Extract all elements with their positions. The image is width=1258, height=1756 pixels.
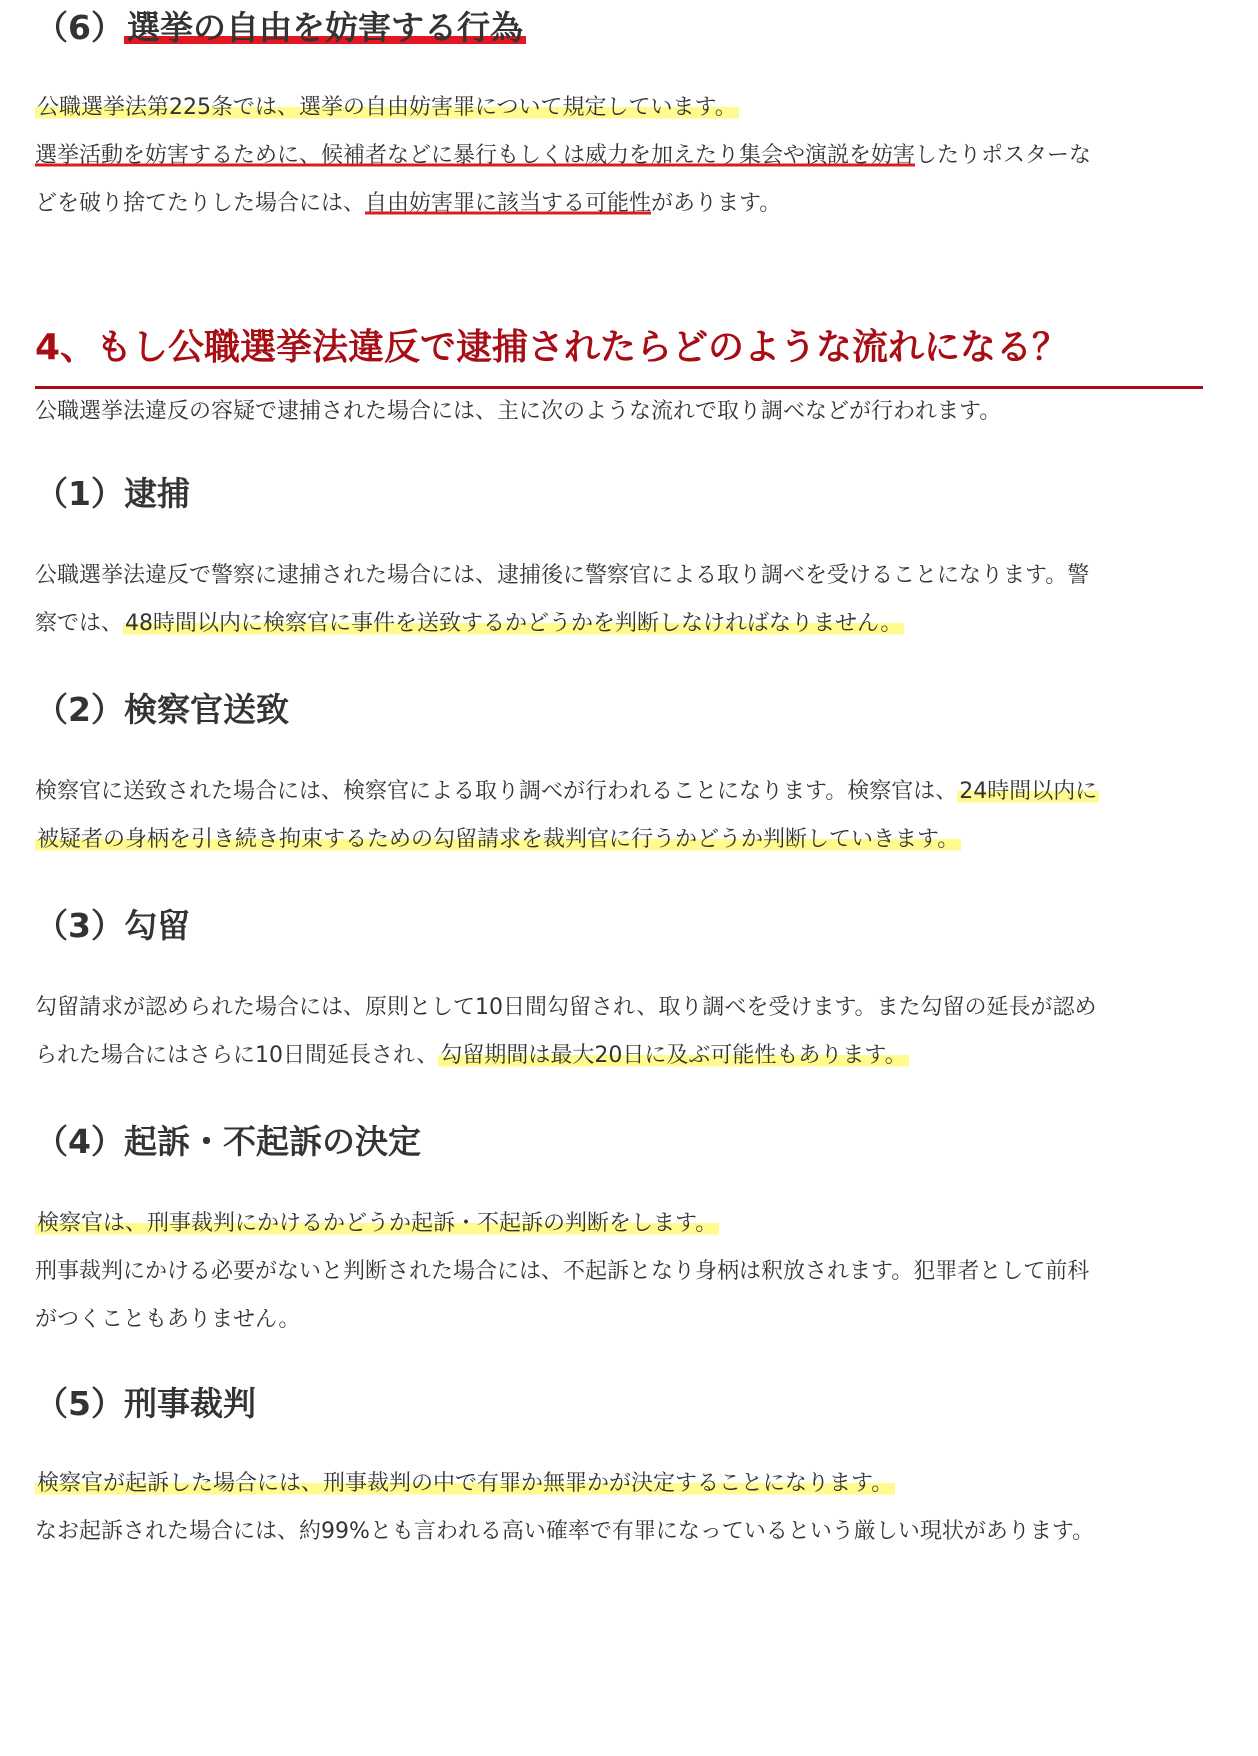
subsection-detention-heading: （3）勾留 <box>35 906 190 945</box>
section-6-paragraph <box>35 84 1203 228</box>
subsection-indictment-paragraph <box>35 1200 1203 1344</box>
paragraph-text: 公職選挙法違反で警察に逮捕された場合には、逮捕後に警察官による取り調べを受けることになります。警 <box>35 563 1090 588</box>
section-4-heading: 4、もし公職選挙法違反で逮捕されたらどのような流れになる？ <box>35 327 1069 368</box>
section-6-heading <box>35 6 526 50</box>
subsection-trial-heading: （5）刑事裁判 <box>35 1384 256 1423</box>
highlighted-text: 24時間以内に <box>959 779 1098 804</box>
section-6-heading-number: （6） <box>35 8 124 47</box>
paragraph-text: したりポスターな <box>915 143 1092 168</box>
subsection-trial-paragraph <box>35 1460 1203 1556</box>
paragraph-text: がつくこともありません。 <box>35 1307 301 1332</box>
paragraph-text: 検察官に送致された場合には、検察官による取り調べが行われることになります。検察官は、 <box>35 779 958 804</box>
underlined-text: 選挙活動を妨害するために、候補者などに暴行もしくは威力を加えたり集会や演説を妨害 <box>35 143 916 168</box>
underlined-text: 自由妨害罪に該当する可能性 <box>365 191 652 216</box>
paragraph-text: 察では、 <box>35 611 124 636</box>
subsection-arrest-heading: （1）逮捕 <box>35 474 190 513</box>
paragraph-text: られた場合にはさらに10日間延長され、 <box>35 1043 439 1068</box>
paragraph-text: 勾留請求が認められた場合には、原則として10日間勾留され、取り調べを受けます。また勾留の延長が認め <box>35 995 1097 1020</box>
paragraph-text: どを破り捨てたりした場合には、 <box>35 191 366 216</box>
subsection-referral-heading: （2）検察官送致 <box>35 690 289 729</box>
subsection-referral-paragraph <box>35 768 1203 864</box>
highlighted-text: 48時間以内に検察官に事件を送致するかどうかを判断しなければなりません。 <box>125 611 903 636</box>
paragraph-text: 刑事裁判にかける必要がないと判断された場合には、不起訴となり身柄は釈放されます。犯罪者として前科 <box>35 1259 1090 1284</box>
highlighted-text: 勾留期間は最大20日に及ぶ可能性もあります。 <box>440 1043 907 1068</box>
highlighted-text: 被疑者の身柄を引き続き拘束するための勾留請求を裁判官に行うかどうか判断していきます。 <box>37 827 960 852</box>
highlighted-text: 検察官は、刑事裁判にかけるかどうか起訴・不起訴の判断をします。 <box>37 1211 718 1236</box>
highlighted-text: 公職選挙法第225条では、選挙の自由妨害罪について規定しています。 <box>37 95 737 120</box>
paragraph-text: 公職選挙法違反の容疑で逮捕された場合には、主に次のような流れで取り調べなどが行われます。 <box>35 399 1002 424</box>
section-6-heading-title: 選挙の自由を妨害する行為 <box>124 8 526 47</box>
subsection-detention-paragraph <box>35 984 1203 1080</box>
section-4-intro <box>35 388 1203 436</box>
paragraph-text: なお起訴された場合には、約99%とも言われる高い確率で有罪になっているという厳しい現状があります。 <box>35 1519 1095 1544</box>
subsection-arrest-paragraph <box>35 552 1203 648</box>
paragraph-text: があります。 <box>651 191 782 216</box>
highlighted-text: 検察官が起訴した場合には、刑事裁判の中で有罪か無罪かが決定することになります。 <box>37 1471 894 1496</box>
subsection-indictment-heading: （4）起訴・不起訴の決定 <box>35 1122 421 1161</box>
